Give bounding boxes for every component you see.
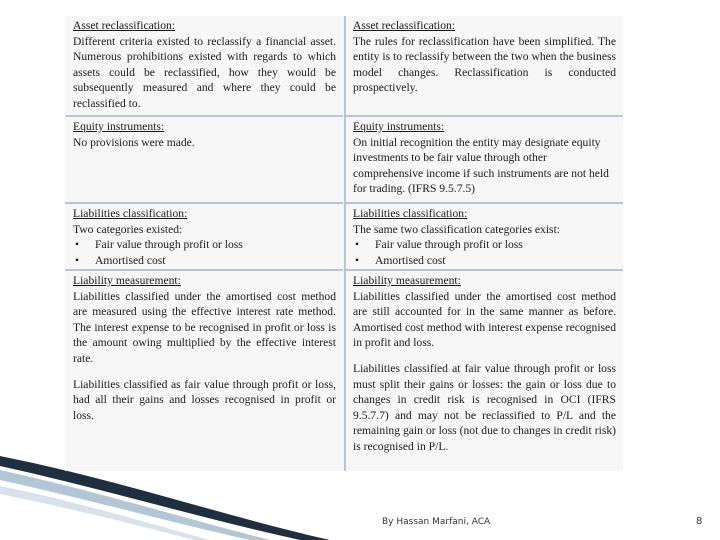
- cell-asset-reclassification-new: [345, 16, 623, 117]
- cell-heading: Liability measurement:: [73, 274, 181, 287]
- comparison-table: [65, 16, 623, 471]
- cell-heading: Asset reclassification:: [73, 19, 176, 32]
- cell-liabilities-classification-new: [345, 204, 623, 271]
- bullet-item: • Fair value through profit or loss: [353, 237, 616, 253]
- cell-body: On initial recognition the entity may designate equity investments to be fair value through other comprehensive income if such instruments are not held for trading. (IFRS 9.5.7.5): [353, 135, 609, 196]
- cell-equity-instruments-new: [345, 117, 623, 204]
- cell-heading: Liabilities classification:: [73, 207, 188, 220]
- footer-author: By Hassan Marfani, ACA: [382, 517, 491, 527]
- cell-body-second: Liabilities classified as fair value through profit or loss, had all their gains and losses recognised in profit or loss.: [73, 377, 336, 422]
- cell-heading: Equity instruments:: [73, 120, 165, 133]
- cell-asset-reclassification-old: [65, 16, 343, 117]
- cell-liability-measurement-new: [345, 271, 623, 471]
- bullet-list: [353, 237, 616, 268]
- bullet-list: [73, 237, 336, 268]
- cell-equity-instruments-old: [65, 117, 343, 204]
- cell-intro: Two categories existed:: [73, 222, 183, 236]
- cell-body-second: Liabilities classified at fair value through profit or loss must split their gains or losses: the gain or loss due to changes in credit risk is recognised in OCI (IFRS 9.5.7.7) and may not be reclassified to P/L and the remaining gain or loss (not due to changes in credit risk) is recognised in P/L.: [353, 361, 616, 453]
- column-divider: [344, 16, 346, 471]
- cell-heading: Liabilities classification:: [353, 207, 468, 220]
- cell-body: The rules for reclassification have been simplified. The entity is to reclassify between the two when the business model changes. Reclassification is conducted prospectively.: [353, 34, 616, 95]
- cell-body: No provisions were made.: [73, 135, 195, 149]
- cell-body: Different criteria existed to reclassify a financial asset. Numerous prohibitions existed with regards to which assets could be reclassified, how they would be subsequently measured and where they could be reclassified to.: [73, 34, 336, 110]
- cell-liabilities-classification-old: [65, 204, 343, 271]
- cell-intro: The same two classification categories exist:: [353, 222, 561, 236]
- bullet-item: • Amortised cost: [353, 253, 616, 269]
- bullet-item: • Amortised cost: [73, 253, 336, 269]
- bullet-item: • Fair value through profit or loss: [73, 237, 336, 253]
- cell-body: Liabilities classified under the amortised cost method are still accounted for in the same manner as before. Amortised cost method with interest expense recognised in profit and loss.: [353, 289, 616, 350]
- cell-heading: Asset reclassification:: [353, 19, 456, 32]
- cell-heading: Liability measurement:: [353, 274, 461, 287]
- page-number: 8: [696, 516, 703, 527]
- cell-liability-measurement-old: [65, 271, 343, 471]
- cell-body: Liabilities classified under the amortised cost method are measured using the effective interest rate method. The interest expense to be recognised in profit or loss is the amount owing multiplied by the effective interest rate.: [73, 289, 336, 365]
- cell-heading: Equity instruments:: [353, 120, 445, 133]
